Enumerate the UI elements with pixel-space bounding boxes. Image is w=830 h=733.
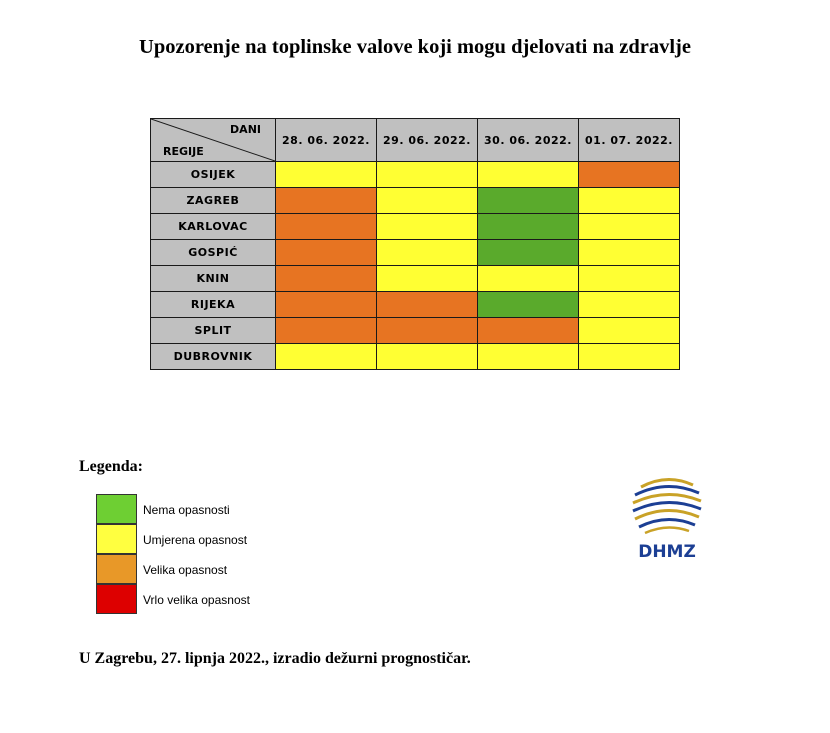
warning-cell: [377, 162, 478, 188]
legend-label: Vrlo velika opasnost: [143, 593, 250, 607]
warning-cell: [377, 266, 478, 292]
table-header-row: [151, 119, 680, 162]
warning-cell: [276, 162, 377, 188]
table-row: [151, 266, 680, 292]
legend-swatch: [96, 584, 137, 614]
legend-item: [96, 554, 296, 584]
region-label: SPLIT: [151, 318, 276, 344]
region-label: KARLOVAC: [151, 214, 276, 240]
region-label: GOSPIĆ: [151, 240, 276, 266]
legend-item: [96, 494, 296, 524]
corner-cell: [151, 119, 276, 162]
warning-cell: [579, 292, 680, 318]
logo-text: DHMZ: [638, 542, 696, 562]
region-label: OSIJEK: [151, 162, 276, 188]
footer-note: U Zagrebu, 27. lipnja 2022., izradio dežurni prognostičar.: [79, 650, 471, 667]
warning-cell: [478, 162, 579, 188]
table-row: [151, 240, 680, 266]
legend-label: Umjerena opasnost: [143, 533, 248, 547]
legend: [96, 494, 296, 614]
legend-swatch: [96, 494, 137, 524]
warning-cell: [276, 240, 377, 266]
warning-cell: [276, 318, 377, 344]
warning-cell: [478, 188, 579, 214]
date-header: 29. 06. 2022.: [377, 119, 478, 162]
legend-label: Nema opasnosti: [143, 503, 230, 517]
page-title: Upozorenje na toplinske valove koji mogu djelovati na zdravlje: [139, 36, 691, 58]
warning-cell: [478, 344, 579, 370]
warning-cell: [579, 162, 680, 188]
warning-cell: [276, 344, 377, 370]
warning-cell: [377, 240, 478, 266]
legend-title: Legenda:: [79, 458, 143, 475]
warning-cell: [579, 344, 680, 370]
table-row: [151, 318, 680, 344]
corner-label-regions: REGIJE: [163, 145, 204, 158]
warning-cell: [276, 214, 377, 240]
region-label: ZAGREB: [151, 188, 276, 214]
warning-cell: [579, 318, 680, 344]
warning-cell: [478, 318, 579, 344]
warning-cell: [377, 214, 478, 240]
warning-cell: [579, 266, 680, 292]
table-row: [151, 344, 680, 370]
warning-cell: [478, 214, 579, 240]
warning-table: [150, 118, 680, 370]
region-label: DUBROVNIK: [151, 344, 276, 370]
legend-item: [96, 584, 296, 614]
warning-cell: [377, 188, 478, 214]
date-header: 01. 07. 2022.: [579, 119, 680, 162]
warning-cell: [276, 292, 377, 318]
table-row: [151, 188, 680, 214]
region-label: KNIN: [151, 266, 276, 292]
corner-label-days: DANI: [230, 123, 261, 136]
warning-cell: [478, 266, 579, 292]
warning-cell: [276, 188, 377, 214]
warning-cell: [579, 188, 680, 214]
table-row: [151, 214, 680, 240]
legend-swatch: [96, 554, 137, 584]
dhmz-logo-icon: [627, 473, 707, 563]
date-header: 28. 06. 2022.: [276, 119, 377, 162]
warning-cell: [478, 240, 579, 266]
warning-cell: [276, 266, 377, 292]
legend-item: [96, 524, 296, 554]
warning-cell: [377, 344, 478, 370]
table-row: [151, 292, 680, 318]
table-row: [151, 162, 680, 188]
warning-cell: [377, 292, 478, 318]
logo-swoosh-icon: [627, 473, 707, 563]
region-label: RIJEKA: [151, 292, 276, 318]
legend-label: Velika opasnost: [143, 563, 228, 577]
legend-swatch: [96, 524, 137, 554]
warning-cell: [478, 292, 579, 318]
warning-cell: [579, 214, 680, 240]
warning-cell: [579, 240, 680, 266]
warning-cell: [377, 318, 478, 344]
date-header: 30. 06. 2022.: [478, 119, 579, 162]
